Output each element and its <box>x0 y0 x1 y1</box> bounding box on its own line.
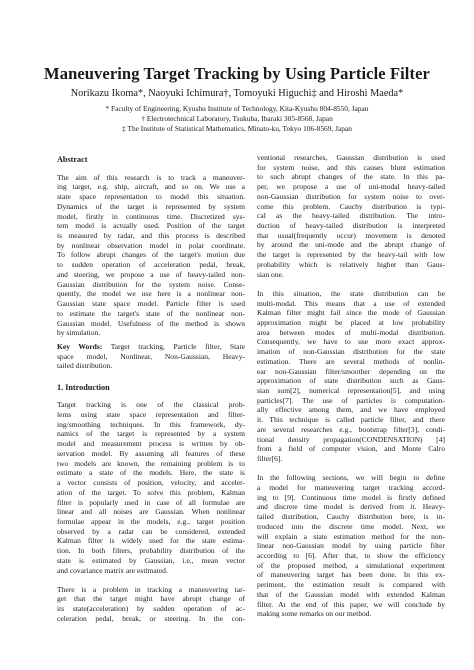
right-paragraph-3 <box>257 473 445 619</box>
text-line: formulae appear in the models, e.g., target position <box>57 516 245 526</box>
text-line: The aim of this research is to track a maneuver- <box>57 172 245 182</box>
text-line: making some remarks on our method. <box>257 609 372 619</box>
text-line: state is estimated by Gaussian, i.e., mean vector <box>57 555 245 565</box>
text-line: it. This technique is called particle filter, and there <box>257 415 445 425</box>
text-line: come this problem. Cauchy distribution is typi- <box>257 201 445 211</box>
text-line: ing/smoothing techniques. In this framework, dy- <box>57 419 245 429</box>
text-line: lems using state space representation and filter- <box>57 410 245 420</box>
text-line: approximation might be placed at low probability <box>257 318 445 327</box>
keywords-label: Key Words: <box>57 341 103 351</box>
text-line: Target tracking is one of the classical prob- <box>57 400 245 410</box>
text-line: to sudden operation of acceleration pedal, break, <box>57 260 245 270</box>
keywords-text: Target tracking, Particle filter, State <box>102 341 245 351</box>
text-line: and covariance matrix are estimated. <box>57 565 168 575</box>
text-line: to such abrupt changes of the state. In this pa- <box>257 172 445 182</box>
text-line: sian sum[2], numerical representation[5], and using <box>257 386 445 396</box>
text-line: and discrete time model is derived from it. Heavy- <box>257 502 445 512</box>
text-line: quently, the model we use here is a nonlinear non- <box>57 289 245 299</box>
text-line: sian one. <box>257 269 284 279</box>
text-line: state space representation to model this situation. <box>57 192 245 202</box>
text-line: two models are known, the remaining problem is to <box>57 458 245 468</box>
text-line: tem model is actually used. Position of the target <box>57 221 245 231</box>
text-line: of maneuvering target has been done. In this ex- <box>257 570 445 580</box>
right-column <box>257 153 445 619</box>
text-line: of the proposed method, a simulational experiment <box>257 560 445 570</box>
intro-paragraph-2 <box>57 585 245 624</box>
text-line: Kalman filter might fail since the mode of Gaussian <box>257 308 445 318</box>
keywords-line: space model, Nonlinear, Non-Gaussian, Heavy- <box>57 351 245 361</box>
text-line: estimation. There are several methods of nonlin- <box>257 356 445 366</box>
text-line: its state(acceleration) by sudden operation of ac- <box>57 604 245 614</box>
text-line: linear non-Gaussian model by using particle filter <box>257 541 445 551</box>
text-line: a model for maneuvering target tracking accord- <box>257 483 445 492</box>
text-line: To follow abrupt changes of the target's motion due <box>57 250 245 260</box>
text-line: Kalman filter is widely used for the state estima- <box>57 536 245 546</box>
text-line: troduced into the discrete time model. Next, we <box>257 521 445 531</box>
text-line: tailed distribution, Cauchy distribution here, is in- <box>257 512 445 522</box>
text-line: Consequently, we have to use more exact approx- <box>257 337 445 347</box>
abstract-heading: Abstract <box>57 155 88 164</box>
text-line: get that the target might have abrupt change of <box>57 594 245 604</box>
left-column <box>57 153 245 624</box>
text-line: filter. At the end of this paper, we will conclude by <box>257 599 445 609</box>
text-line: from a field of computer vision, and Monte Calro <box>257 444 445 454</box>
text-line: servation model. By assuming all features of these <box>57 448 245 458</box>
text-line: non-Gaussian distribution for system noise to over- <box>257 191 445 201</box>
text-line: namics of the target is represented by a system <box>57 429 245 439</box>
text-line: tional density propagation(CONDENSATION) [4] <box>257 434 445 444</box>
text-line: observed by a radar can be considered, extended <box>57 526 245 536</box>
abstract-body <box>57 173 245 338</box>
keywords-line <box>57 342 245 352</box>
text-line: to estimate the target's state of the nonlinear non- <box>57 308 245 318</box>
text-line: approximation of state distribution such as Gaus- <box>257 376 445 386</box>
text-line: Gaussian state space model. Particle filter is used <box>57 299 245 309</box>
text-line: In this situation, the state distribution can be <box>257 288 445 298</box>
text-line: linear and all noises are Gaussian. When nonlinear <box>57 507 245 517</box>
text-line: by nonlinear observation model in polar coordinate. <box>57 240 245 250</box>
right-paragraph-2 <box>257 289 445 464</box>
text-line: by around the uni-mode and the abrupt change of <box>257 240 445 250</box>
keywords-line: tailed distribution. <box>57 361 113 371</box>
text-line: There is a problem in tracking a maneuvering tar- <box>57 584 245 594</box>
text-line: by simulation. <box>57 328 101 338</box>
text-line: imation of non-Gaussian distribution for the state <box>257 347 445 357</box>
author-list: Norikazu Ikoma*, Naoyuki Ichimura†, Tomoyuki Higuchi‡ and Hiroshi Maeda* <box>70 88 404 99</box>
introduction-heading: 1. Introduction <box>57 382 110 392</box>
text-line: In the following sections, we will begin to define <box>257 473 445 483</box>
text-line: the target is represented by the heavy-tail with low <box>257 250 445 260</box>
keywords-block <box>57 342 245 371</box>
text-line: will explain a state estimation method for the non- <box>257 531 445 541</box>
affiliation-1: * Faculty of Engineering, Kyushu Institute of Technology, Kita-Kyushu 804-8550, Japan <box>105 104 369 113</box>
text-line: according to [6]. After that, to show the efficiency <box>257 551 445 561</box>
text-line: and steering, we propose a use of heavy-tailed non- <box>57 269 245 279</box>
text-line: ear non-Gaussian filter/smoother depending on the <box>257 366 445 376</box>
text-line: filter[6]. <box>257 454 283 464</box>
text-line: Gaussian distribution for the system noise. Conse- <box>57 279 245 289</box>
text-line: duction of heavy-tailed distribution is interpreted <box>257 221 445 231</box>
affiliation-3: ‡ The Institute of Statistical Mathematics, Minato-ku, Tokyo 106-8569, Japan <box>122 124 352 133</box>
text-line: particles[7]. The use of particles is computation- <box>257 395 445 405</box>
text-line: for system noise, and this causes blunt estimation <box>257 162 445 172</box>
text-line: periment, the estimation result is compared with <box>257 580 445 590</box>
text-line: cal as the heavy-tailed distribution. The intro- <box>257 211 445 221</box>
text-line: ally effective among them, and we have employed <box>257 405 445 415</box>
intro-paragraph-1 <box>57 400 245 575</box>
text-line: multi-modal. This means that a use of extended <box>257 298 445 308</box>
text-line: probability which is relatively higher than Gaus- <box>257 259 445 269</box>
text-line: ing to [9]. Continuous time model is firstly defined <box>257 492 445 502</box>
text-line: model, firstly in continuous time. Discretized sys- <box>57 211 245 221</box>
text-line: ventional researches, Gaussian distribution is used <box>257 153 445 162</box>
text-line: estimate a state of the models. Here, the state is <box>57 468 245 478</box>
text-line: that usual(frequently occur) movement is denoted <box>257 230 445 240</box>
text-line: are several researches e.g., bootstrap filter[3], condi- <box>257 424 445 434</box>
paper-title: Maneuvering Target Tracking by Using Particle Filter <box>44 64 430 83</box>
text-line: is measured by radar, and this process is described <box>57 231 245 241</box>
text-line: area between modes of multi-modal distribution. <box>257 327 445 337</box>
text-line: per, we propose a use of uni-modal heavy-tailed <box>257 182 445 192</box>
affiliation-2: † Electrotechnical Laboratory, Tsukuba, Ibaraki 305-8568, Japan <box>141 114 333 123</box>
text-line: that of the Gaussian model with extended Kalman <box>257 589 445 599</box>
text-line: ation of the target. To solve this problem, Kalman <box>57 487 245 497</box>
right-paragraph-1 <box>257 153 445 279</box>
text-line: Gaussian model. Usefulness of the method is shown <box>57 318 245 328</box>
text-line: ing target, e.g. ship, aircraft, and so on. We use a <box>57 182 245 192</box>
text-line: Dynamics of the target is represented by system <box>57 201 245 211</box>
text-line: model and measurement process is written by ob- <box>57 439 245 449</box>
text-line: filter is popularly used in case of all formulae are <box>57 497 245 507</box>
text-line: celeration pedal, break, or steering. In the con- <box>57 613 245 623</box>
text-line: tion. In both filters, probability distribution of the <box>57 546 245 556</box>
text-line: a vector consists of position, velocity, and acceler- <box>57 478 245 488</box>
